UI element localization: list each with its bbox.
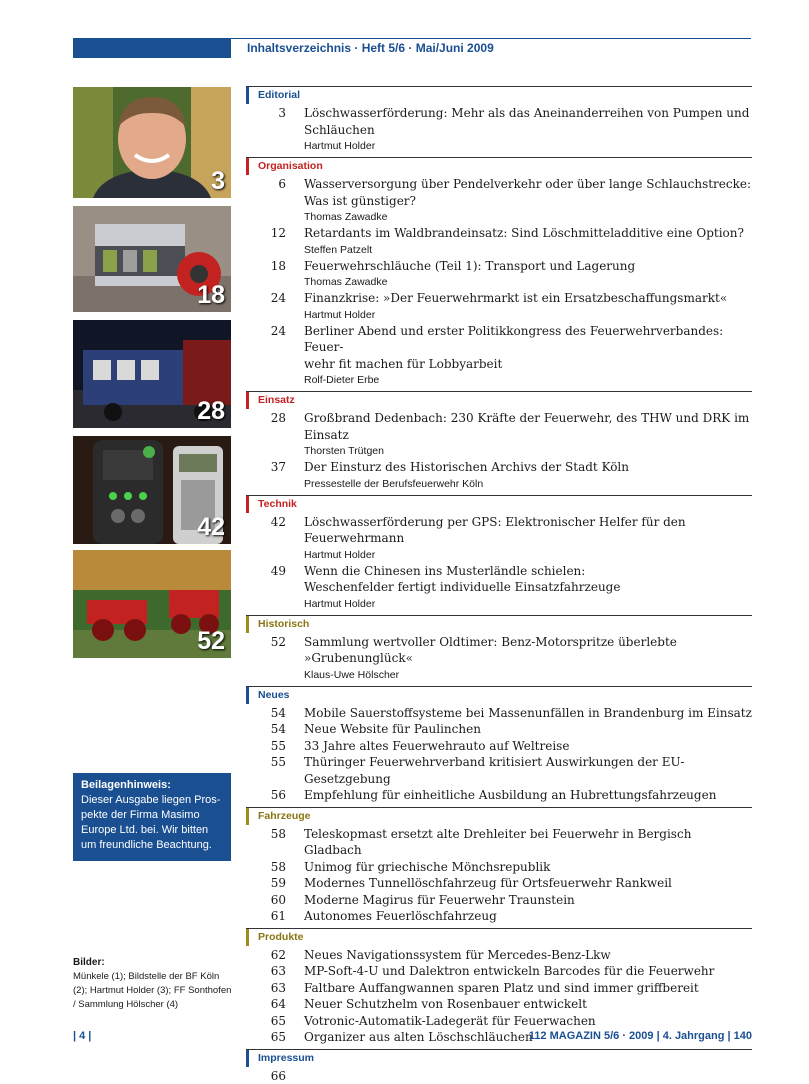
picture-credits [73,956,238,1012]
section-technik [246,495,752,615]
photo-portrait [73,87,231,198]
photo-oldtimer [73,550,231,658]
page-number: 58 [246,826,286,843]
entry-title: Unimog für griechische Mönchsrepublik [304,860,550,874]
toc-entry[interactable] [246,705,752,722]
page-number: 52 [246,634,286,651]
page-number: 37 [246,459,286,476]
page-number: 65 [246,1029,286,1046]
section-impressum [246,1049,752,1068]
entry-title: Neues Navigationssystem für Mercedes-Benz-Lkw [304,948,611,962]
entry-title: Teleskopmast ersetzt alte Drehleiter bei Feuerwehr in Bergisch Gladbach [304,827,691,858]
page-number-label: 28 [197,397,225,426]
toc-entry[interactable] [246,563,752,612]
page-number: 64 [246,996,286,1013]
page-number: 12 [246,225,286,242]
entry-title: Neuer Schutzhelm von Rosenbauer entwickelt [304,997,587,1011]
page-number-label: 3 [211,167,225,196]
entry-title: Der Einsturz des Historischen Archivs der Stadt Köln [304,460,629,474]
section-header: Historisch [246,615,752,634]
supplement-line: Europe Ltd. bei. Wir bitten [81,823,223,838]
toc-entry[interactable] [246,410,752,459]
entry-author: Hartmut Holder [304,307,752,323]
toc-entry[interactable] [246,225,752,258]
page-number: 49 [246,563,286,580]
entry-title: MP-Soft-4-U und Dalektron entwickeln Barcodes für die Feuerwehr [304,964,714,978]
toc-entry[interactable] [246,105,752,154]
toc-entry[interactable] [246,459,752,492]
entry-title: Mobile Sauerstoffsysteme bei Massenunfällen in Brandenburg im Einsatz [304,706,752,720]
page-number: 62 [246,947,286,964]
toc-entry[interactable] [246,290,752,323]
entry-author: Thorsten Trütgen [304,443,752,459]
page-header [73,38,751,58]
page-number: 6 [246,176,286,193]
entry-title-continued: Weschenfelder fertigt individuelle Einsatzfahrzeuge [304,580,620,594]
page-number: 56 [246,787,286,804]
toc-entry[interactable] [246,980,752,997]
entry-title: Organizer aus alten Löschschläuchen [304,1030,533,1044]
toc-entry[interactable] [246,787,752,804]
supplement-heading: Beilagenhinweis: [81,778,223,793]
header-color-block [73,38,231,58]
page-number: 24 [246,323,286,340]
section-neues [246,686,752,807]
section-header: Neues [246,686,752,705]
photo-gps-devices [73,436,231,544]
credits-heading: Bilder: [73,956,238,970]
supplement-line: Dieser Ausgabe liegen Pros- [81,793,223,808]
page-number: 60 [246,892,286,909]
page-title: Inhaltsverzeichnis · Heft 5/6 · Mai/Juni 2009 [247,41,494,55]
page-number: 55 [246,738,286,755]
page-number: 28 [246,410,286,427]
toc-entry[interactable] [246,826,752,859]
entry-title: Votronic-Automatik-Ladegerät für Feuerwachen [304,1014,596,1028]
footer-magazine-info: 112 MAGAZIN 5/6 · 2009 | 4. Jahrgang | 140 [529,1030,752,1042]
entry-title: Thüringer Feuerwehrverband kritisiert Auswirkungen der EU-Gesetzgebung [304,755,684,786]
entry-title: 33 Jahre altes Feuerwehrauto auf Weltreise [304,739,569,753]
entry-title: Moderne Magirus für Feuerwehr Traunstein [304,893,575,907]
supplement-line: um freundliche Beachtung. [81,838,223,853]
section-historisch [246,615,752,686]
page-number: 63 [246,980,286,997]
photo-hose-cart [73,206,231,312]
section-header: Einsatz [246,391,752,410]
credits-line: (2); Hartmut Holder (3); FF Sonthofen [73,984,238,998]
entry-title: Großbrand Dedenbach: 230 Kräfte der Feuerwehr, des THW und DRK im Einsatz [304,411,749,442]
page-number: 55 [246,754,286,771]
toc-entry[interactable] [246,875,752,892]
entry-title: Faltbare Auffangwannen sparen Platz und sind immer griffbereit [304,981,699,995]
entry-title: Modernes Tunnellöschfahrzeug für Ortsfeuerwehr Rankweil [304,876,672,890]
entry-author: Hartmut Holder [304,138,752,154]
portrait-image [73,87,231,198]
entry-title: Wenn die Chinesen ins Musterländle schielen: [304,564,585,578]
page-number: 65 [246,1013,286,1030]
photo-fire-truck [73,320,231,428]
entry-author: Thomas Zawadke [304,274,752,290]
page-number: 18 [246,258,286,275]
entry-title: Retardants im Waldbrandeinsatz: Sind Löschmitteladditive eine Option? [304,226,744,240]
toc-entry[interactable] [246,963,752,980]
entry-title: Löschwasserförderung: Mehr als das Aneinanderreihen von Pumpen und Schläuchen [304,106,749,137]
section-organisation [246,157,752,391]
section-editorial [246,86,752,157]
entry-author: Thomas Zawadke [304,209,752,225]
page-number: 63 [246,963,286,980]
section-header: Organisation [246,157,752,176]
toc-entry[interactable] [246,892,752,909]
credits-line: Münkele (1); Bildstelle der BF Köln [73,970,238,984]
page-number-label: 18 [197,281,225,310]
section-header: Impressum [246,1049,752,1068]
section-header: Produkte [246,928,752,947]
page-number: 61 [246,908,286,925]
section-header: Fahrzeuge [246,807,752,826]
toc-entry[interactable] [246,908,752,925]
section-header: Technik [246,495,752,514]
toc-entry[interactable] [246,721,752,738]
toc-entry[interactable] [246,859,752,876]
toc-entry[interactable] [246,514,752,563]
entry-author: Rolf-Dieter Erbe [304,372,752,388]
section-header: Editorial [246,86,752,105]
entry-title: Sammlung wertvoller Oldtimer: Benz-Motorspritze überlebte »Grubenunglück« [304,635,677,666]
page-number: 54 [246,721,286,738]
entry-title: Feuerwehrschläuche (Teil 1): Transport und Lagerung [304,259,635,273]
entry-title: Autonomes Feuerlöschfahrzeug [304,909,497,923]
toc-entry[interactable] [246,754,752,787]
entry-author: Klaus-Uwe Hölscher [304,667,752,683]
entry-author: Hartmut Holder [304,547,752,563]
toc-entry[interactable] [246,738,752,755]
page-number: 58 [246,859,286,876]
entry-title-continued: wehr fit machen für Lobbyarbeit [304,357,502,371]
toc-entry[interactable] [246,1013,752,1030]
entry-title: Berliner Abend und erster Politikkongress des Feuerwehrverbandes: Feuer- [304,324,723,355]
toc-entry[interactable] [246,258,752,291]
toc-entry[interactable] [246,996,752,1013]
page-number: 24 [246,290,286,307]
table-of-contents [246,86,752,1068]
page-number: 42 [246,514,286,531]
entry-title: Empfehlung für einheitliche Ausbildung an Hubrettungsfahrzeugen [304,788,716,802]
page-number: 3 [246,105,286,122]
toc-entry[interactable] [246,323,752,389]
section-fahrzeuge [246,807,752,928]
entry-author: Pressestelle der Berufsfeuerwehr Köln [304,476,752,492]
toc-entry[interactable] [246,176,752,225]
section-einsatz [246,391,752,495]
page-number: 54 [246,705,286,722]
entry-title: Neue Website für Paulinchen [304,722,481,736]
entry-title: Wasserversorgung über Pendelverkehr oder über lange Schlauchstrecke: [304,177,751,191]
entry-author: Hartmut Holder [304,596,752,612]
page-number-label: 42 [197,513,225,542]
entry-author: Steffen Patzelt [304,242,752,258]
supplement-line: pekte der Firma Masimo [81,808,223,823]
entry-title-continued: Was ist günstiger? [304,194,416,208]
entry-title: Löschwasserförderung per GPS: Elektronischer Helfer für den Feuerwehrmann [304,515,686,546]
footer-page-number: | 4 | [73,1030,91,1042]
entry-title: Finanzkrise: »Der Feuerwehrmarkt ist ein Ersatzbeschaffungsmarkt« [304,291,727,305]
toc-entry[interactable] [246,634,752,683]
credits-line: / Sammlung Hölscher (4) [73,998,238,1012]
supplement-notice [73,773,231,861]
header-rule [231,38,751,39]
page-number: 59 [246,875,286,892]
page-number-label: 52 [197,627,225,656]
toc-entry[interactable] [246,947,752,964]
page-number: 66 [246,1068,286,1084]
